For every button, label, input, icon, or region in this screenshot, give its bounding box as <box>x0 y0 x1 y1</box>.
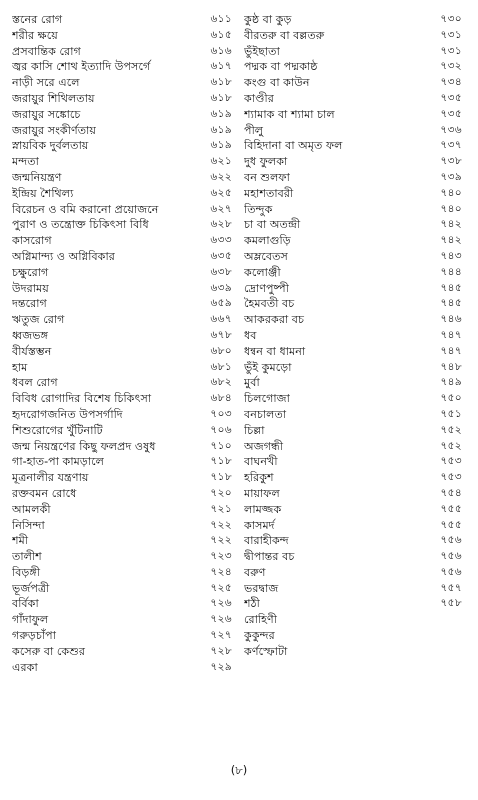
index-entry <box>244 154 464 170</box>
index-entry <box>12 170 232 186</box>
entry-title: নাড়ী সরে এলে <box>12 76 80 90</box>
entry-title: পুরাণ ও তন্ত্রোক্ত চিকিৎসা বিধি <box>12 218 149 232</box>
index-entry <box>12 581 232 597</box>
entry-page-number: ৬১৮ <box>210 76 232 89</box>
index-entry <box>244 502 464 518</box>
index-entry <box>244 518 464 534</box>
entry-title: উদরাময় <box>12 281 49 295</box>
entry-title: জরায়ুর সঙ্কোচে <box>12 107 81 121</box>
entry-page-number: ৭৫৮ <box>440 597 462 610</box>
entry-page-number: ৭৩২ <box>440 60 462 73</box>
index-entry <box>244 407 464 423</box>
entry-page-number: ৭১৮ <box>210 471 232 484</box>
entry-page-number: ৭৫৩ <box>440 471 462 484</box>
entry-page-number: ৭২৬ <box>210 613 232 626</box>
index-entry <box>244 328 464 344</box>
entry-page-number: ৬১৯ <box>210 123 232 136</box>
index-entry <box>244 375 464 391</box>
entry-title: কাসরোগ <box>12 234 52 248</box>
entry-page-number: ৭০৩ <box>210 407 232 420</box>
entry-title: বীরতরু বা বল্লতরু <box>244 28 325 42</box>
entry-title: চা বা অতন্দ্রী <box>244 218 301 232</box>
entry-page-number: ৭২০ <box>210 486 232 499</box>
index-entry <box>244 12 464 28</box>
entry-page-number: ৭৫২ <box>440 423 462 436</box>
index-entry <box>12 518 232 534</box>
index-entry <box>12 375 232 391</box>
entry-title: শরীর ক্ষয়ে <box>12 28 58 42</box>
entry-title: স্তনের রোগ <box>12 13 63 26</box>
index-entry <box>244 565 464 581</box>
entry-title: রোহিণী <box>244 613 277 627</box>
index-entry <box>244 138 464 154</box>
index-entry <box>244 423 464 439</box>
entry-page-number: ৭৪৮ <box>440 360 462 373</box>
index-entry <box>12 644 232 660</box>
index-entry <box>244 612 464 628</box>
entry-page-number: ৬১৯ <box>210 139 232 152</box>
entry-title: আমলকী <box>12 502 51 516</box>
entry-page-number: ৭৩৯ <box>440 170 462 183</box>
index-entry <box>12 138 232 154</box>
entry-title: দ্বীপান্তর বচ <box>244 550 295 564</box>
entry-title: মুর্বা <box>244 376 260 390</box>
entry-title: আকরকরা বচ <box>244 313 305 327</box>
entry-title: কাসমর্দ <box>244 518 275 532</box>
entry-page-number: ৬৩৩ <box>210 234 232 247</box>
index-entry <box>12 233 232 249</box>
entry-page-number: ৭৪৫ <box>440 281 462 294</box>
entry-title: বিড়ঙ্গী <box>12 565 41 579</box>
entry-title: দ্রোণপুষ্পী <box>244 281 289 295</box>
entry-page-number: ৭২৭ <box>210 629 232 642</box>
entry-title: বাঘনখী <box>244 455 278 469</box>
index-entry <box>12 44 232 60</box>
entry-title: শমী <box>12 534 29 548</box>
entry-title: শঠী <box>244 597 260 611</box>
entry-page-number: ৬৩৯ <box>210 281 232 294</box>
entry-title: কাণ্ডীর <box>244 91 274 105</box>
entry-title: তিন্দুক <box>244 202 273 216</box>
entry-title: কলোঞ্জী <box>244 265 281 279</box>
entry-page-number: ৭২৬ <box>210 597 232 610</box>
entry-title: চিলগোজা <box>244 392 290 406</box>
entry-page-number: ৭৩১ <box>440 28 462 41</box>
index-entry <box>244 628 464 644</box>
entry-page-number: ৬৮১ <box>210 360 232 373</box>
entry-title: বন শুলফা <box>244 170 290 184</box>
index-entry <box>244 123 464 139</box>
entry-title: হাম <box>12 360 28 374</box>
entry-page-number: ৭২৩ <box>210 550 232 563</box>
entry-title: এরকা <box>12 660 38 674</box>
index-column-right <box>244 12 464 660</box>
index-entry <box>244 549 464 565</box>
entry-page-number: ৬২৫ <box>210 186 232 199</box>
index-entry <box>12 628 232 644</box>
entry-page-number: ৭৪৯ <box>440 376 462 389</box>
entry-title: বারাহীকন্দ <box>244 534 289 548</box>
entry-title: চক্ষুরোগ <box>12 265 49 279</box>
entry-title: শিশুরোগের খুঁটিনাটি <box>12 423 103 437</box>
entry-title: গাঁদাফুল <box>12 613 49 627</box>
entry-page-number: ৬২১ <box>210 155 232 168</box>
index-entry <box>244 233 464 249</box>
entry-page-number: ৭৪৭ <box>440 328 462 341</box>
index-entry <box>244 533 464 549</box>
entry-title: দুধ ফুলকা <box>244 155 288 169</box>
entry-page-number: ৭১০ <box>210 439 232 452</box>
index-entry <box>12 439 232 455</box>
index-entry <box>12 549 232 565</box>
index-entry <box>244 281 464 297</box>
entry-page-number: ৭৫৫ <box>440 518 462 531</box>
entry-title: ভরদ্বাজ <box>244 581 279 595</box>
entry-title: মায়াফল <box>244 486 280 500</box>
entry-page-number: ৬১১ <box>210 13 232 25</box>
index-entry <box>12 123 232 139</box>
index-column-left <box>12 12 232 675</box>
index-entry <box>244 344 464 360</box>
entry-title: বরুণ <box>244 565 266 579</box>
index-entry <box>12 28 232 44</box>
entry-title: হৃদরোগজনিত উপসর্গাদি <box>12 407 123 421</box>
index-entry <box>12 533 232 549</box>
index-entry <box>244 217 464 233</box>
entry-title: পীলু <box>244 123 264 137</box>
index-entry <box>244 439 464 455</box>
index-entry <box>244 454 464 470</box>
entry-page-number: ৭১৮ <box>210 455 232 468</box>
entry-page-number: ৭২৪ <box>210 565 232 578</box>
entry-title: দন্তরোগ <box>12 297 47 311</box>
index-entry <box>12 407 232 423</box>
entry-page-number: ৭৪৬ <box>440 313 462 326</box>
index-entry <box>244 470 464 486</box>
entry-page-number: ৭৫৭ <box>440 581 462 594</box>
entry-page-number: ৬৮৪ <box>210 392 232 405</box>
entry-title: গরুড়চাঁপা <box>12 629 57 643</box>
entry-page-number: ৭৩৭ <box>440 139 462 152</box>
entry-title: জ্বর কাসি শোথ ইত্যাদি উপসর্গে <box>12 60 151 74</box>
entry-page-number: ৭৩৮ <box>440 155 462 168</box>
entry-title: কংগু বা কাউন <box>244 76 310 90</box>
entry-title: জন্মনিয়ন্ত্রণ <box>12 170 62 184</box>
entry-page-number: ৭৩১ <box>440 44 462 57</box>
index-entry <box>12 502 232 518</box>
index-entry <box>244 75 464 91</box>
index-entry <box>12 486 232 502</box>
entry-page-number: ৭৪০ <box>440 186 462 199</box>
index-entry <box>12 470 232 486</box>
entry-title: কুষ্ঠ বা কুড় <box>244 13 292 26</box>
entry-title: ধবল রোগ <box>12 376 58 390</box>
entry-title: রক্তবমন রোধে <box>12 486 77 500</box>
index-entry <box>12 454 232 470</box>
entry-title: মূত্রনালীর যন্ত্রণায় <box>12 471 89 485</box>
index-entry <box>244 312 464 328</box>
index-entry <box>12 249 232 265</box>
entry-page-number: ৭২৫ <box>210 581 232 594</box>
entry-title: প্রসবান্তিক রোগ <box>12 44 81 58</box>
entry-page-number: ৬২৮ <box>210 218 232 231</box>
index-entry <box>244 202 464 218</box>
entry-title: অজগন্ধী <box>244 439 284 453</box>
index-entry <box>12 91 232 107</box>
entry-title: জন্ম নিয়ন্ত্রণের কিছু ফলপ্রদ ওষুধ <box>12 439 156 453</box>
index-entry <box>244 391 464 407</box>
entry-title: বীর্যস্তম্ভন <box>12 344 52 358</box>
entry-title: স্নায়বিক দুর্বলতায় <box>12 139 89 153</box>
index-entry <box>244 581 464 597</box>
entry-title: অম্লবেতস <box>244 249 288 263</box>
entry-title: কুকুন্দর <box>244 629 275 643</box>
page-number: (৮) <box>230 763 248 777</box>
index-entry <box>244 644 464 660</box>
entry-page-number: ৭৫৬ <box>440 550 462 563</box>
entry-title: মন্দতা <box>12 155 39 169</box>
entry-page-number: ৭২১ <box>210 502 232 515</box>
entry-title: ভুঁই কুমড়ো <box>244 360 292 374</box>
entry-page-number: ৬৮০ <box>210 344 232 357</box>
entry-page-number: ৬১৯ <box>210 107 232 120</box>
entry-page-number: ৭৫৩ <box>440 455 462 468</box>
index-entry <box>244 44 464 60</box>
index-entry <box>244 596 464 612</box>
entry-page-number: ৭৫১ <box>440 407 462 420</box>
index-entry <box>12 344 232 360</box>
index-entry <box>244 170 464 186</box>
entry-page-number: ৭২২ <box>210 534 232 547</box>
entry-page-number: ৭৫০ <box>440 392 462 405</box>
entry-page-number: ৭৩০ <box>440 13 462 25</box>
entry-page-number: ৬৬৭ <box>210 313 232 326</box>
entry-page-number: ৭৪২ <box>440 218 462 231</box>
entry-page-number: ৭৩৫ <box>440 91 462 104</box>
entry-title: ধব <box>244 328 257 342</box>
index-entry <box>12 202 232 218</box>
entry-title: শ্যামাক বা শ্যামা চাল <box>244 107 335 121</box>
index-entry <box>244 296 464 312</box>
entry-title: নিসিন্দা <box>12 518 45 532</box>
index-entry <box>12 612 232 628</box>
index-entry <box>12 328 232 344</box>
entry-page-number: ৭২২ <box>210 518 232 531</box>
entry-page-number: ৭৪৭ <box>440 344 462 357</box>
entry-page-number: ৬২৭ <box>210 202 232 215</box>
entry-title: হরিকুশ <box>244 471 274 485</box>
entry-title: কর্ণস্ফোটা <box>244 644 288 658</box>
entry-title: ধন্বন বা ধামনা <box>244 344 306 358</box>
index-entry <box>12 59 232 75</box>
entry-title: বিবিধ রোগাদির বিশেষ চিকিৎসা <box>12 392 152 406</box>
entry-page-number: ৭৫৬ <box>440 565 462 578</box>
entry-title: গা-হাত-পা কামড়ালে <box>12 455 104 469</box>
entry-title: জরায়ুর শিথিলতায় <box>12 91 95 105</box>
entry-page-number: ৭৪৩ <box>440 249 462 262</box>
entry-page-number: ৭৪৪ <box>440 265 462 278</box>
entry-title: ঋতুজ রোগ <box>12 313 65 327</box>
index-entry <box>12 186 232 202</box>
entry-title: কসেরু বা কেশুর <box>12 644 86 658</box>
entry-title: মহাশতাবরী <box>244 186 294 200</box>
entry-title: চিল্লা <box>244 423 265 437</box>
entry-page-number: ৭২৯ <box>210 660 232 673</box>
entry-title: কমলাগুড়ি <box>244 234 291 248</box>
entry-page-number: ৭৪৫ <box>440 297 462 310</box>
entry-page-number: ৭৫৫ <box>440 502 462 515</box>
entry-page-number: ৬৭৮ <box>210 328 232 341</box>
index-entry <box>12 217 232 233</box>
entry-page-number: ৬৩৮ <box>210 265 232 278</box>
entry-title: অগ্নিমান্দ্য ও অগ্নিবিকার <box>12 249 115 263</box>
index-entry <box>12 265 232 281</box>
index-entry <box>12 312 232 328</box>
entry-page-number: ৭৪০ <box>440 202 462 215</box>
index-entry <box>244 265 464 281</box>
index-entry <box>12 660 232 676</box>
entry-page-number: ৬৩৫ <box>210 249 232 262</box>
entry-page-number: ৭৫৬ <box>440 534 462 547</box>
entry-page-number: ৭৩৫ <box>440 107 462 120</box>
index-entry <box>12 423 232 439</box>
entry-page-number: ৬১৬ <box>210 44 232 57</box>
index-entry <box>12 12 232 28</box>
entry-page-number: ৬১৫ <box>210 28 232 41</box>
entry-title: ভুঁইছাতা <box>244 44 280 58</box>
index-entry <box>244 59 464 75</box>
entry-title: ধ্বজভঙ্গ <box>12 328 49 342</box>
index-entry <box>244 360 464 376</box>
entry-title: বিরেচন ও বমি করানো প্রয়োজনে <box>12 202 159 216</box>
entry-title: ভূর্জপত্রী <box>12 581 50 595</box>
entry-page-number: ৭৪২ <box>440 234 462 247</box>
index-entry <box>244 91 464 107</box>
entry-title: জরায়ুর সংকীর্ণতায় <box>12 123 96 137</box>
index-entry <box>244 186 464 202</box>
index-entry <box>12 281 232 297</box>
index-entry <box>12 75 232 91</box>
index-entry <box>12 565 232 581</box>
index-entry <box>12 107 232 123</box>
entry-page-number: ৭২৮ <box>210 644 232 657</box>
entry-page-number: ৭৫২ <box>440 439 462 452</box>
entry-page-number: ৬১৮ <box>210 91 232 104</box>
index-entry <box>244 107 464 123</box>
entry-title: বনচালতা <box>244 407 287 421</box>
entry-title: ইন্দ্রিয় শৈথিল্য <box>12 186 74 200</box>
entry-page-number: ৬২২ <box>210 170 232 183</box>
index-entry <box>244 28 464 44</box>
index-entry <box>12 154 232 170</box>
index-entry <box>12 360 232 376</box>
entry-page-number: ৭৩৪ <box>440 76 462 89</box>
entry-title: পদ্মক বা পদ্মকাষ্ঠ <box>244 60 318 74</box>
entry-page-number: ৭৩৬ <box>440 123 462 136</box>
entry-page-number: ৬১৭ <box>210 60 232 73</box>
index-entry <box>12 391 232 407</box>
entry-page-number: ৬৫৯ <box>210 297 232 310</box>
entry-title: লামজ্জক <box>244 502 282 516</box>
entry-page-number: ৭৫৪ <box>440 486 462 499</box>
index-entry <box>12 596 232 612</box>
entry-page-number: ৭০৬ <box>210 423 232 436</box>
index-entry <box>244 249 464 265</box>
index-entry <box>244 486 464 502</box>
index-entry <box>12 296 232 312</box>
entry-page-number: ৬৮২ <box>210 376 232 389</box>
entry-title: তালীশ <box>12 550 42 564</box>
entry-title: বর্বিকা <box>12 597 39 611</box>
entry-title: বিহিদানা বা অমৃত ফল <box>244 139 343 153</box>
entry-title: হৈমবতী বচ <box>244 297 295 311</box>
